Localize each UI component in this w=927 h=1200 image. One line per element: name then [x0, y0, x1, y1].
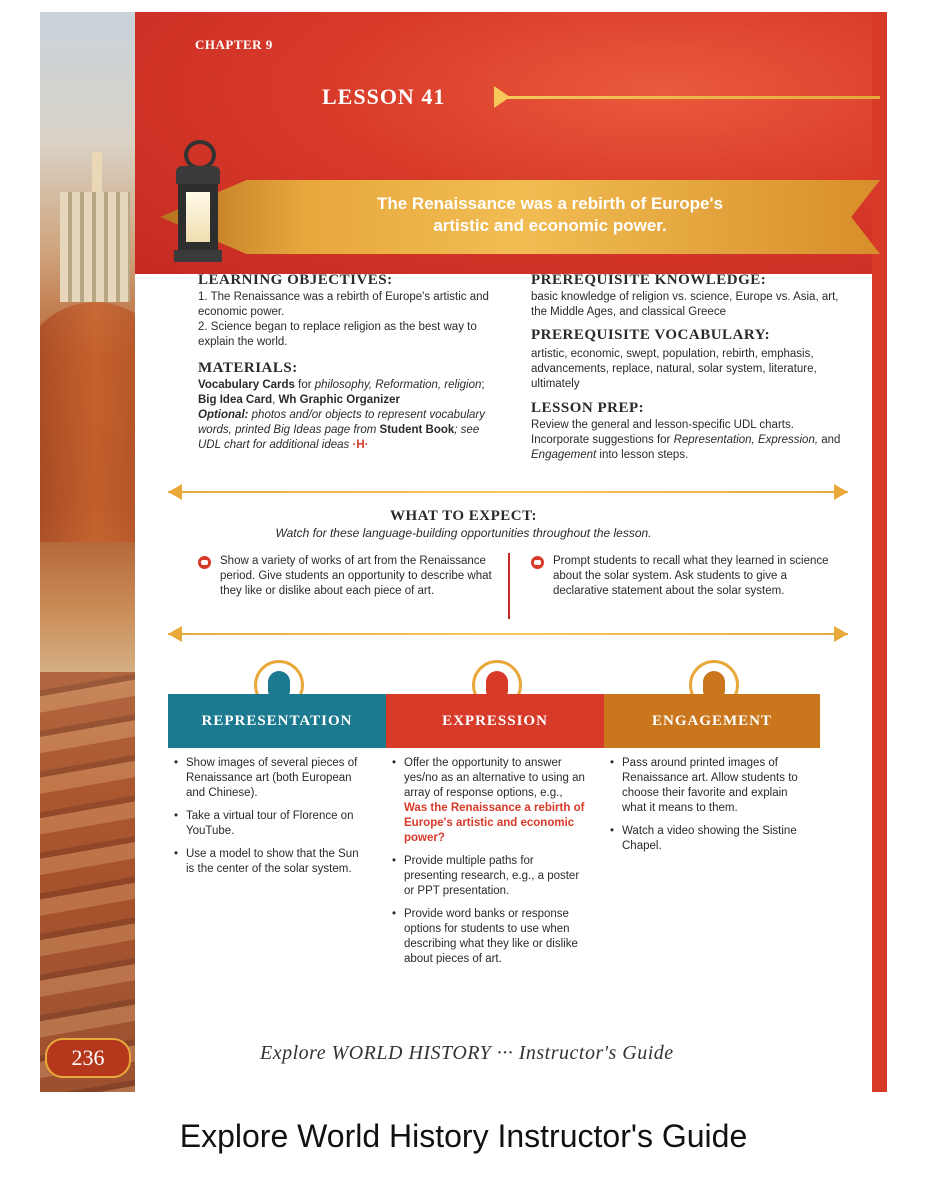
lesson-prep-text-3: into lesson steps.: [596, 449, 689, 461]
objective-2: 2. Science began to replace religion as the best way to explain the world.: [198, 321, 477, 348]
dome-shape: [40, 302, 135, 542]
expression-list: [390, 756, 585, 975]
lesson-prep-title: LESSON PREP:: [531, 400, 645, 416]
expect-divider: [508, 553, 510, 619]
prereq-knowledge: [531, 290, 851, 320]
optional-text: photos and/or objects to represent vocabulary words, printed Big Ideas page from: [198, 409, 485, 436]
learning-objectives-title: LEARNING OBJECTIVES:: [198, 272, 393, 288]
student-book: Student Book: [379, 424, 455, 436]
caption: Explore World History Instructor's Guide: [179, 1118, 748, 1154]
lesson-prep: [531, 418, 851, 463]
udl-icon: ·H·: [352, 439, 369, 451]
speech-bubble-icon: [198, 556, 211, 569]
dome-drum: [60, 192, 130, 302]
materials-list: [198, 378, 498, 453]
vocab-cards-label: Vocabulary Cards: [198, 379, 295, 391]
engagement-list: [608, 756, 803, 862]
expect-item-left: Show a variety of works of art from the Renaissance period. Give students an opportunity to describe what they like or dislike about each piece of art.: [220, 555, 492, 597]
list-item: • Provide multiple paths for presenting research, e.g., a poster or PPT presentation.: [390, 854, 585, 899]
prereq-knowledge-text: basic knowledge of religion vs. science, Europe vs. Asia, art, the Middle Ages, and classical Greece: [531, 291, 839, 318]
what-to-expect-title: WHAT TO EXPECT:: [390, 508, 537, 524]
gold-rule-1: [168, 491, 848, 493]
representation-header: REPRESENTATION: [168, 694, 386, 748]
representation-list: [172, 756, 367, 885]
gold-rule-2: [168, 633, 848, 635]
engagement-header: ENGAGEMENT: [604, 694, 820, 748]
materials-for: for: [294, 379, 315, 391]
materials-comma: ,: [272, 394, 279, 406]
dome-lantern: [92, 152, 102, 192]
what-to-expect-subtitle: Watch for these language-building opportunities throughout the lesson.: [275, 526, 652, 540]
expression-header: EXPRESSION: [386, 694, 604, 748]
rule-tip-right-2: [834, 626, 848, 642]
lesson-prep-text-1: Review the general and lesson-specific UDL charts. Incorporate suggestions for: [531, 419, 794, 446]
lesson-title: LESSON 41: [322, 84, 446, 109]
prereq-knowledge-title: PREREQUISITE KNOWLEDGE:: [531, 272, 767, 288]
lesson-prep-italic-2: Engagement: [531, 449, 597, 461]
list-item: [390, 756, 585, 846]
vocab-words: philosophy, Reformation, religion: [314, 379, 482, 391]
lesson-prep-text-2: and: [818, 434, 841, 446]
florence-cathedral-photo: [40, 12, 135, 1092]
red-page-edge: [872, 12, 887, 1092]
lesson-rule: [505, 96, 880, 99]
big-idea-card: Big Idea Card: [198, 394, 273, 406]
learning-objectives: [198, 290, 498, 350]
materials-sep: ;: [481, 379, 485, 391]
speech-bubble-icon: [531, 556, 544, 569]
list-item: • Take a virtual tour of Florence on YouTube.: [172, 809, 367, 839]
optional-label: Optional:: [198, 409, 249, 421]
rule-tip-right-1: [834, 484, 848, 500]
graphic-organizer: Wh Graphic Organizer: [278, 394, 400, 406]
prereq-vocab-text: artistic, economic, swept, population, rebirth, emphasis, advancements, replace, natural, solar system, literature, ultimately: [531, 348, 817, 390]
prereq-vocab: [531, 347, 851, 392]
list-item: • Use a model to show that the Sun is the center of the solar system.: [172, 847, 367, 877]
rooftops: [40, 672, 135, 1092]
udl-note: ; see UDL chart for additional ideas: [198, 424, 480, 451]
big-idea-line-2: artistic and economic power.: [433, 216, 667, 235]
prereq-vocab-title: PREREQUISITE VOCABULARY:: [531, 327, 771, 343]
lesson-prep-italic-1: Representation, Expression,: [673, 434, 819, 446]
list-item: • Show images of several pieces of Renaissance art (both European and Chinese).: [172, 756, 367, 801]
materials-title: MATERIALS:: [198, 360, 298, 376]
list-item: • Provide word banks or response options for students to use when describing what they like or dislike about pieces of art.: [390, 907, 585, 967]
chapter-label: CHAPTER 9: [195, 37, 273, 52]
big-idea-text: [330, 193, 770, 237]
list-item: • Pass around printed images of Renaissance art. Allow students to choose their favorite and explain what it means to them.: [608, 756, 803, 816]
expression-highlight: Was the Renaissance a rebirth of Europe's artistic and economic power?: [404, 802, 585, 844]
page-number: 236: [45, 1038, 131, 1078]
big-idea-line-1: The Renaissance was a rebirth of Europe's: [376, 194, 724, 213]
objective-1: 1. The Renaissance was a rebirth of Europe's artistic and economic power.: [198, 291, 489, 318]
expect-item-right: Prompt students to recall what they learned in science about the solar system. Ask students to give a declarative statement about the solar system.: [553, 555, 829, 597]
list-item: • Watch a video showing the Sistine Chapel.: [608, 824, 803, 854]
book-title-footer: Explore WORLD HISTORY ··· Instructor's Guide: [260, 1042, 674, 1064]
lantern-icon: [168, 140, 228, 265]
expression-item-1-text: Offer the opportunity to answer yes/no as an alternative to using an array of response options, e.g.,: [404, 757, 585, 799]
